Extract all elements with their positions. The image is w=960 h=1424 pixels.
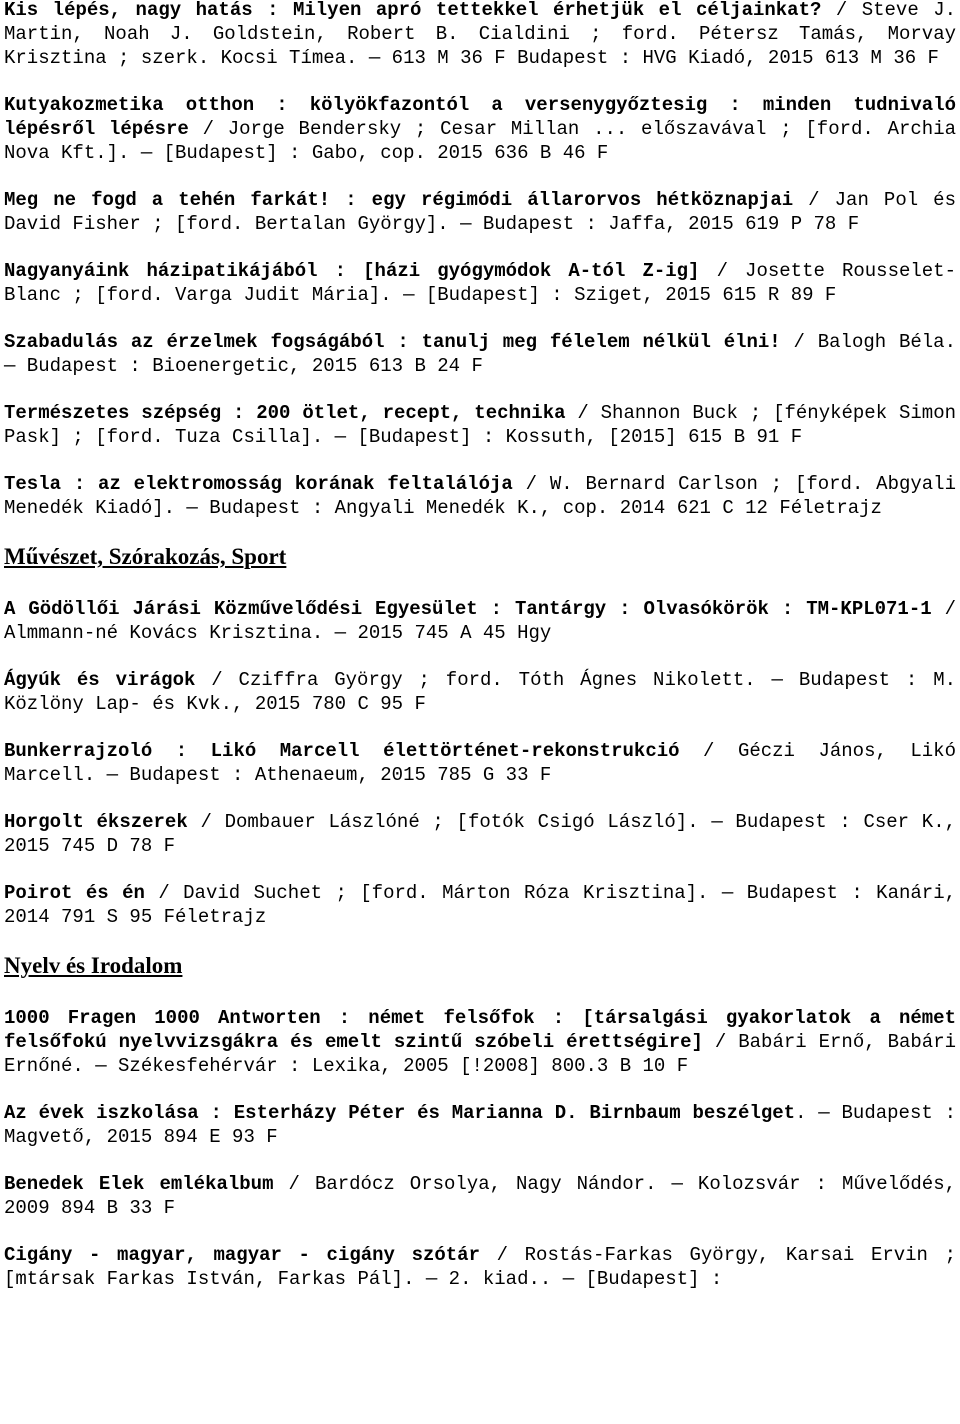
entry-details: / Jan Pol és David Fisher ; [ford. Bertalan György]. — Budapest : Jaffa, 2015 619 P 78 F xyxy=(4,189,956,235)
entry-details: / David Suchet ; [ford. Márton Róza Krisztina]. — Budapest : Kanári, 2014 791 S 95 Féletrajz xyxy=(4,882,956,928)
entry-title: Cigány - magyar, magyar - cigány szótár xyxy=(4,1244,480,1266)
entry-details: / Steve J. Martin, Noah J. Goldstein, Robert B. Cialdini ; ford. Pétersz Tamás, Morvay Krisztina ; szerk. Kocsi Tímea. — 613 M 36 F Budapest : HVG Kiadó, 2015 613 M 36 F xyxy=(4,0,957,69)
entry-details: / Géczi János, Likó Marcell. — Budapest : Athenaeum, 2015 785 G 33 F xyxy=(4,740,956,786)
entry-title: Poirot és én xyxy=(4,882,145,904)
catalog-entry xyxy=(4,330,956,378)
catalog-entry xyxy=(4,93,956,165)
catalog-entry xyxy=(4,881,956,929)
entry-title: A Gödöllői Járási Közművelődési Egyesület : Tantárgy : Olvasókörök : TM-KPL071-1 xyxy=(4,598,932,620)
catalog-entry xyxy=(4,1101,956,1149)
entry-details: / Rostás-Farkas György, Karsai Ervin ; [mtársak Farkas István, Farkas Pál]. — 2. kiad.. — [Budapest] : xyxy=(4,1244,956,1290)
catalog-entry xyxy=(4,259,956,307)
entry-details: / Josette Rousselet-Blanc ; [ford. Varga Judit Mária]. — [Budapest] : Sziget, 2015 615 R 89 F xyxy=(4,260,956,306)
entry-details: / W. Bernard Carlson ; [ford. Abgyali Menedék Kiadó]. — Budapest : Angyali Menedék K., cop. 2014 621 C 12 Féletrajz xyxy=(4,473,956,519)
catalog-entry xyxy=(4,0,956,70)
entry-details: / Cziffra György ; ford. Tóth Ágnes Nikolett. — Budapest : M. Közlöny Lap- és Kvk., 2015 780 C 95 F xyxy=(4,669,956,715)
entry-details: / Balogh Béla. — Budapest : Bioenergetic, 2015 613 B 24 F xyxy=(4,331,956,377)
catalog-entry xyxy=(4,810,956,858)
catalog-entry xyxy=(4,472,956,520)
catalog-entry xyxy=(4,597,956,645)
entry-details: / Jorge Bendersky ; Cesar Millan ... előszavával ; [ford. Archia Nova Kft.]. — [Budapest] : Gabo, cop. 2015 636 B 46 F xyxy=(4,118,957,164)
catalog-entry xyxy=(4,1243,956,1291)
entry-title: Benedek Elek emlékalbum xyxy=(4,1173,274,1195)
entry-title: Ágyúk és virágok xyxy=(4,669,196,691)
entry-title: Természetes szépség : 200 ötlet, recept, technika xyxy=(4,402,566,424)
entry-details: . — Budapest : Magvető, 2015 894 E 93 F xyxy=(4,1102,956,1148)
entry-title: Bunkerrajzoló : Likó Marcell élettörténet-rekonstrukció xyxy=(4,740,680,762)
entry-title: Horgolt ékszerek xyxy=(4,811,188,833)
entry-details: / Bardócz Orsolya, Nagy Nándor. — Kolozsvár : Művelődés, 2009 894 B 33 F xyxy=(4,1173,957,1219)
entry-details: / Shannon Buck ; [fényképek Simon Pask] ; [ford. Tuza Csilla]. — [Budapest] : Kossuth, [2015] 615 B 91 F xyxy=(4,402,956,448)
catalog-entry xyxy=(4,1006,956,1078)
catalog-entry xyxy=(4,1172,956,1220)
entry-details: / Almmann-né Kovács Krisztina. — 2015 745 A 45 Hgy xyxy=(4,598,956,644)
catalog-entry xyxy=(4,188,956,236)
catalog-entry xyxy=(4,739,956,787)
entry-details: / Babári Ernő, Babári Ernőné. — Székesfehérvár : Lexika, 2005 [!2008] 800.3 B 10 F xyxy=(4,1031,957,1077)
entry-title: 1000 Fragen 1000 Antworten : német felsőfok : [társalgási gyakorlatok a német felsőfokú nyelvvizsgákra és emelt szintű szóbeli érettségire] xyxy=(4,1007,956,1053)
entry-title: Meg ne fogd a tehén farkát! : egy régimódi állarorvos hétköznapjai xyxy=(4,189,794,211)
entry-details: / Dombauer Lászlóné ; [fotók Csigó László]. — Budapest : Cser K., 2015 745 D 78 F xyxy=(4,811,956,857)
section-heading: Művészet, Szórakozás, Sport xyxy=(4,544,287,569)
entry-title: Szabadulás az érzelmek fogságából : tanulj meg félelem nélkül élni! xyxy=(4,331,781,353)
entry-title: Tesla : az elektromosság korának feltalálója xyxy=(4,473,513,495)
entry-title: Nagyanyáink házipatikájából : [házi gyógymódok A-tól Z-ig] xyxy=(4,260,700,282)
entry-title: Kis lépés, nagy hatás : Milyen apró tettekkel érhetjük el céljainkat? xyxy=(4,0,822,21)
catalog-entry xyxy=(4,668,956,716)
catalog-entry xyxy=(4,401,956,449)
section-heading: Nyelv és Irodalom xyxy=(4,953,183,978)
entry-title: Kutyakozmetika otthon : kölyökfazontól a versenygyőztesig : minden tudnivaló lépésről lépésre xyxy=(4,94,956,140)
entry-title: Az évek iszkolása : Esterházy Péter és Marianna D. Birnbaum beszélget xyxy=(4,1102,796,1124)
